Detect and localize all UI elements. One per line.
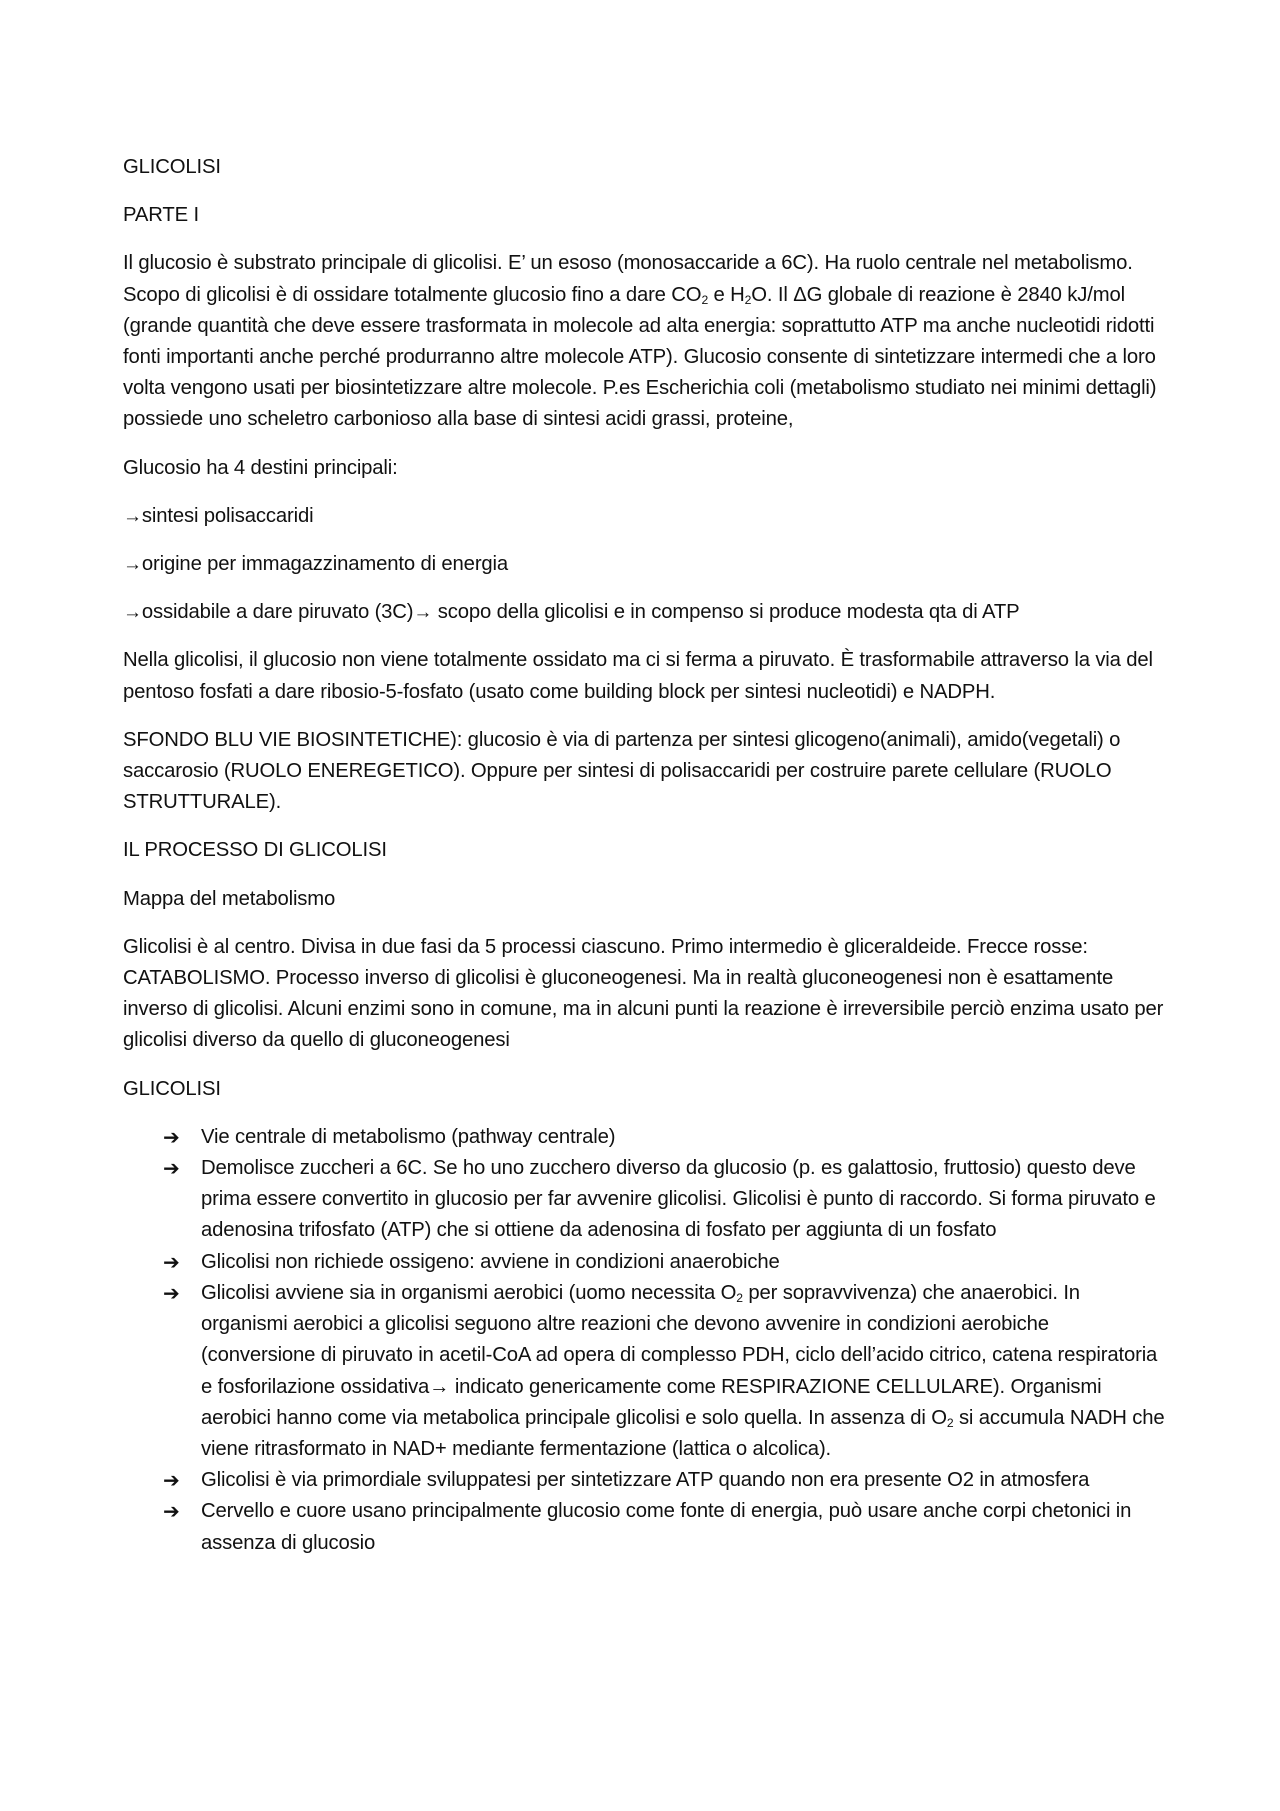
part-heading: PARTE I <box>123 204 199 227</box>
right-arrow-icon: → <box>429 1375 450 1398</box>
mappa-paragraph: Glicolisi è al centro. Divisa in due fasi da 5 processi ciascuno. Primo intermedio è gliceraldeide. Frecce rosse: CATABOLISMO. Processo inverso di glicolisi è gluconeogenesi. Ma in realtà gluconeogenesi non è esattamente inverso di glicolisi. Alcuni enzimi sono in comune, ma in alcuni punti la reazione è irreversibile perciò enzima usato per glicolisi diverso da quello di gluconeogenesi <box>123 935 1164 1052</box>
list-item: ➔ Glicolisi è via primordiale sviluppatesi per sintetizzare ATP quando non era presente O2 in atmosfera <box>163 1465 1168 1496</box>
destino-item: →ossidabile a dare piruvato (3C)→ scopo della glicolisi e in compenso si produce modesta qta di ATP <box>123 601 1020 624</box>
glicolisi-heading: GLICOLISI <box>123 1077 221 1100</box>
arrow-bullet-icon: ➔ <box>163 1468 180 1493</box>
mappa-heading: Mappa del metabolismo <box>123 887 336 910</box>
document-page <box>123 152 1168 1559</box>
right-arrow-icon: → <box>123 602 142 624</box>
destino-item: →origine per immagazzinamento di energia <box>123 553 509 576</box>
arrow-bullet-icon: ➔ <box>163 1499 180 1524</box>
list-item: ➔ Vie centrale di metabolismo (pathway centrale) <box>163 1122 1168 1153</box>
processo-heading: IL PROCESSO DI GLICOLISI <box>123 839 387 862</box>
sfondo-paragraph: SFONDO BLU VIE BIOSINTETICHE): glucosio è via di partenza per sintesi glicogeno(animali), amido(vegetali) o saccarosio (RUOLO ENEREGETICO). Oppure per sintesi di polisaccaridi per costruire parete cellulare (RUOLO STRUTTURALE). <box>123 728 1121 814</box>
list-item: ➔ Cervello e cuore usano principalmente glucosio come fonte di energia, può usare anche corpi chetonici in assenza di glucosio <box>163 1496 1168 1558</box>
list-item: ➔ Demolisce zuccheri a 6C. Se ho uno zucchero diverso da glucosio (p. es galattosio, fruttosio) questo deve prima essere convertito in glucosio per far avvenire glicolisi. Glicolisi è punto di raccordo. Si forma piruvato e adenosina trifosfato (ATP) che si ottiene da adenosina di fosfato per aggiunta di un fosfato <box>163 1153 1168 1247</box>
right-arrow-icon: → <box>123 505 142 527</box>
intro-paragraph: Il glucosio è substrato principale di glicolisi. E’ un esoso (monosaccaride a 6C). Ha ruolo centrale nel metabolismo. Scopo di glicolisi è di ossidare totalmente glucosio fino a dare $CO_2$ e $H_2O$. Il ΔG globale di reazione è 2840 kJ/mol (grande quantità che deve essere trasformata in molecole ad alta energia: soprattutto ATP ma anche nucleotidi ridotti fonti importanti anche perché produrranno altre molecole ATP). Glucosio consente di sintetizzare intermedi che a loro volta vengono usati per biosintetizzare altre molecole. P.es Escherichia coli (metabolismo studiato nei minimi dettagli) possiede uno scheletro carbonioso alla base di sintesi acidi grassi, proteine, <box>123 252 1157 431</box>
piruvato-paragraph: Nella glicolisi, il glucosio non viene totalmente ossidato ma ci si ferma a piruvato. È trasformabile attraverso la via del pentoso fosfati a dare ribosio-5-fosfato (usato come building block per sintesi nucleotidi) e NADPH. <box>123 649 1153 703</box>
destino-item: →sintesi polisaccaridi <box>123 504 314 527</box>
list-item: ➔ Glicolisi avviene sia in organismi aerobici (uomo necessita $O_2$ per sopravvivenza) che anaerobici. In organismi aerobici a glicolisi seguono altre reazioni che devono avvenire in condizioni aerobiche (conversione di piruvato in acetil-CoA ad opera di complesso PDH, ciclo dell’acido citrico, catena respiratoria e fosforilazione ossidativa→ indicato genericamente come RESPIRAZIONE CELLULARE). Organismi aerobici hanno come via metabolica principale glicolisi e solo quella. In assenza di $O_2$ si accumula NADH che viene ritrasformato in NAD+ mediante fermentazione (lattica o alcolica). <box>163 1278 1168 1465</box>
arrow-bullet-icon: ➔ <box>163 1280 180 1305</box>
list-item: ➔ Glicolisi non richiede ossigeno: avviene in condizioni anaerobiche <box>163 1247 1168 1278</box>
arrow-bullet-icon: ➔ <box>163 1249 180 1274</box>
document-title: GLICOLISI <box>123 156 221 178</box>
arrow-bullet-icon: ➔ <box>163 1124 180 1149</box>
destini-title: Glucosio ha 4 destini principali: <box>123 456 398 479</box>
right-arrow-icon: → <box>413 602 433 624</box>
arrow-bullet-icon: ➔ <box>163 1156 180 1181</box>
bullet-list <box>123 1122 1168 1559</box>
right-arrow-icon: → <box>123 554 142 576</box>
